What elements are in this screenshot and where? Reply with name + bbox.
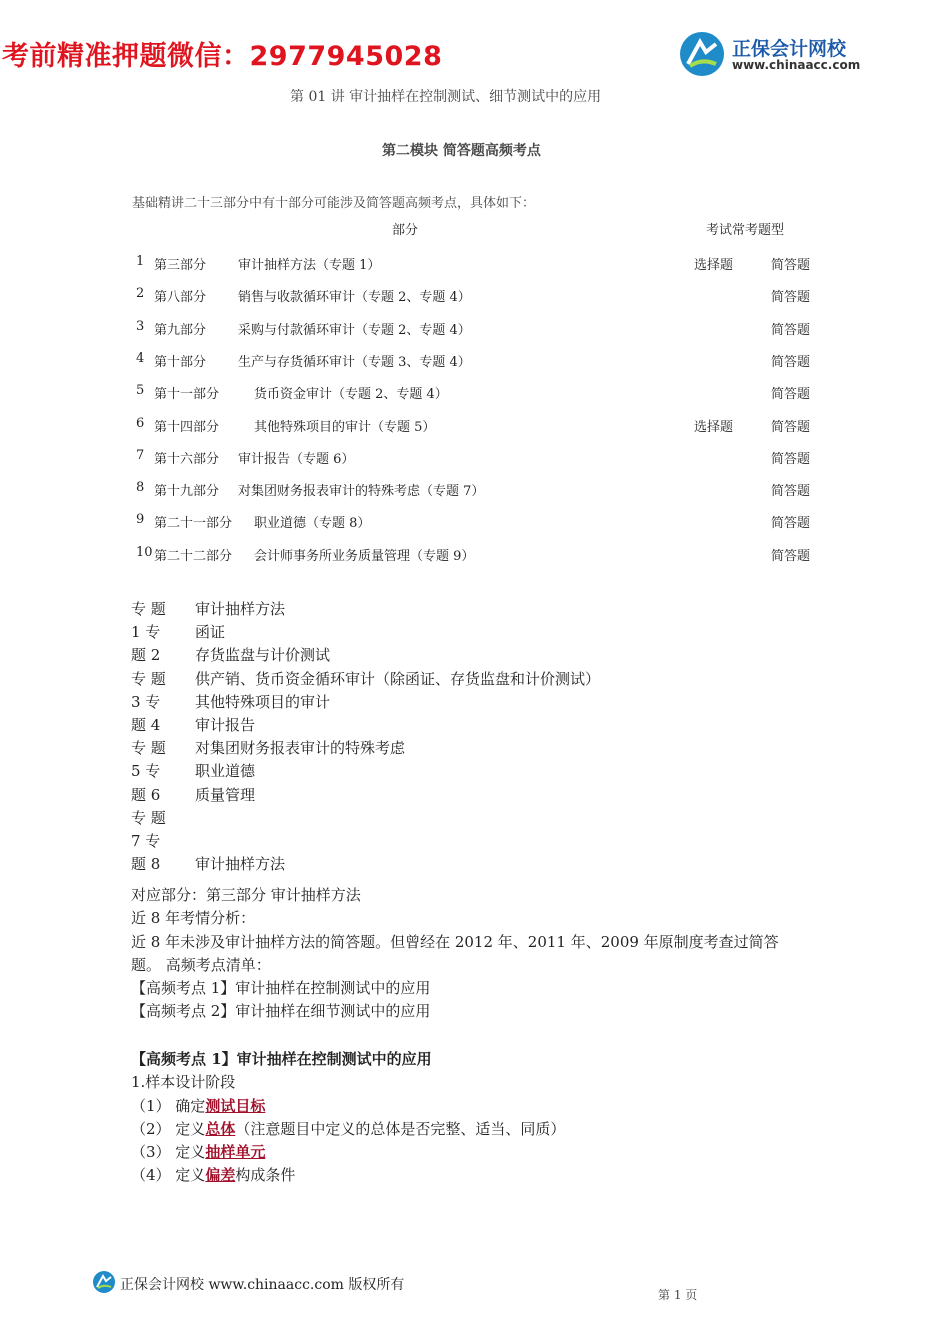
row-title: 销售与收款循环审计（专题 2、专题 4） (238, 290, 471, 306)
row-short-type: 简答题 (771, 548, 811, 564)
design-step (131, 1164, 851, 1187)
topic-label: 专 题 (131, 739, 166, 758)
row-number: 8 (136, 480, 145, 496)
topic-label: 1 专 (131, 623, 161, 642)
step-keyword: 总体 (205, 1119, 236, 1138)
topic-label: 7 专 (131, 832, 161, 851)
row-short-type: 简答题 (771, 387, 811, 403)
row-number: 10 (136, 544, 153, 560)
footer-copyright: 正保会计网校 www.chinaacc.com 版权所有 (120, 1277, 405, 1293)
logo-icon (678, 30, 726, 78)
topic-label: 题 6 (131, 785, 161, 804)
step-suffix: 构成条件 (235, 1166, 296, 1185)
corresponding-part: 对应部分：第三部分 审计抽样方法 (131, 886, 361, 904)
topic-name (195, 830, 835, 853)
point-list-item: 【高频考点 2】审计抽样在细节测试中的应用 (131, 1002, 431, 1021)
row-short-type: 简答题 (771, 354, 811, 370)
row-title: 采购与付款循环审计（专题 2、专题 4） (238, 322, 471, 338)
topic-label: 专 题 (131, 669, 166, 688)
row-part: 第三部分 (154, 258, 207, 273)
step-prefix: （4） 定义 (131, 1166, 206, 1185)
row-number: 5 (136, 383, 145, 399)
logo-text: 正保会计网校 (732, 38, 847, 60)
row-part: 第九部分 (154, 322, 207, 338)
topic-name: 对集团财务报表审计的特殊考虑 (195, 739, 406, 758)
row-choice-type: 选择题 (694, 258, 734, 273)
step-suffix: （注意题目中定义的总体是否完整、适当、同质） (235, 1119, 566, 1138)
promo-banner: 考前精准押题微信：2977945028 (2, 41, 443, 72)
row-number: 9 (136, 512, 145, 528)
row-number: 2 (136, 286, 145, 302)
row-part: 第二十二部分 (154, 548, 233, 564)
row-title: 审计抽样方法（专题 1） (238, 258, 381, 273)
row-number: 7 (136, 447, 145, 463)
row-title: 货币资金审计（专题 2、专题 4） (254, 387, 448, 403)
logo-url: www.chinaacc.com (732, 58, 861, 72)
topic-name: 供产销、货币资金循环审计（除函证、存货监盘和计价测试） (195, 669, 601, 688)
topic-name: 审计抽样方法 (195, 600, 286, 618)
table-header-type: 考试常考题型 (706, 223, 785, 238)
topic-label: 题 4 (131, 716, 161, 735)
section-title: 第二模块 简答题高频考点 (382, 143, 541, 159)
row-title: 其他特殊项目的审计（专题 5） (254, 419, 436, 435)
topic-label: 5 专 (131, 762, 161, 781)
row-part: 第八部分 (154, 290, 207, 306)
topic-name: 质量管理 (195, 785, 256, 804)
topic-label: 题 8 (131, 855, 161, 874)
row-part: 第十四部分 (154, 419, 220, 435)
design-step (131, 1118, 851, 1141)
analysis-text: 近 8 年未涉及审计抽样方法的简答题。但曾经在 2012 年、2011 年、2009 年原制度考查过简答 (131, 932, 779, 951)
topic-name (195, 807, 835, 830)
row-short-type: 简答题 (771, 516, 811, 532)
topic-name: 审计抽样方法 (195, 855, 286, 874)
row-part: 第十六部分 (154, 451, 220, 467)
step-prefix: （1） 确定 (131, 1096, 206, 1115)
row-title: 审计报告（专题 6） (238, 451, 355, 467)
analysis-heading: 近 8 年考情分析： (131, 909, 256, 928)
stage-heading: 1.样本设计阶段 (131, 1073, 236, 1092)
row-part: 第十部分 (154, 354, 207, 370)
design-step (131, 1141, 851, 1164)
row-short-type: 简答题 (771, 419, 811, 435)
topic-label: 3 专 (131, 692, 161, 711)
row-number: 6 (136, 415, 145, 431)
row-short-type: 简答题 (771, 322, 811, 338)
row-number: 4 (136, 350, 145, 366)
design-step (131, 1095, 851, 1118)
row-short-type: 简答题 (771, 484, 811, 500)
row-title: 会计师事务所业务质量管理（专题 9） (254, 548, 475, 564)
topic-label: 题 2 (131, 646, 161, 665)
topic-name: 其他特殊项目的审计 (195, 692, 331, 711)
row-short-type: 简答题 (771, 258, 811, 273)
page-number: 第 1 页 (658, 1288, 698, 1302)
topic-labels (131, 598, 191, 874)
step-keyword: 抽样单元 (205, 1143, 266, 1162)
table-header-part: 部分 (392, 223, 419, 238)
row-title: 生产与存货循环审计（专题 3、专题 4） (238, 354, 471, 370)
row-part: 第十九部分 (154, 484, 220, 500)
topic-name: 职业道德 (195, 762, 256, 781)
footer-logo (92, 1270, 116, 1298)
row-number: 1 (136, 254, 145, 269)
point-list-item: 【高频考点 1】审计抽样在控制测试中的应用 (131, 979, 431, 998)
analysis-text-cont: 题。 高频考点清单： (131, 955, 271, 974)
step-keyword: 偏差 (205, 1166, 236, 1185)
topic-name: 审计报告 (195, 716, 256, 735)
row-part: 第二十一部分 (154, 516, 233, 532)
lecture-title: 第 01 讲 审计抽样在控制测试、细节测试中的应用 (290, 89, 602, 105)
intro-text: 基础精讲二十三部分中有十部分可能涉及简答题高频考点，具体如下： (132, 196, 536, 211)
row-short-type: 简答题 (771, 290, 811, 306)
step-keyword: 测试目标 (205, 1096, 266, 1115)
row-number: 3 (136, 318, 145, 334)
logo (678, 30, 726, 78)
point1-heading: 【高频考点 1】审计抽样在控制测试中的应用 (131, 1050, 432, 1068)
row-title: 对集团财务报表审计的特殊考虑（专题 7） (238, 484, 485, 500)
row-choice-type: 选择题 (694, 419, 734, 435)
step-prefix: （3） 定义 (131, 1143, 206, 1162)
topic-label: 专 题 (131, 808, 166, 827)
topic-name: 函证 (195, 623, 226, 642)
topic-label: 专 题 (131, 600, 166, 618)
topic-name: 存货监盘与计价测试 (195, 646, 331, 665)
topic-names (195, 598, 835, 874)
row-title: 职业道德（专题 8） (254, 516, 371, 532)
step-prefix: （2） 定义 (131, 1119, 206, 1138)
row-short-type: 简答题 (771, 451, 811, 467)
row-part: 第十一部分 (154, 387, 220, 403)
logo-icon (92, 1270, 116, 1294)
